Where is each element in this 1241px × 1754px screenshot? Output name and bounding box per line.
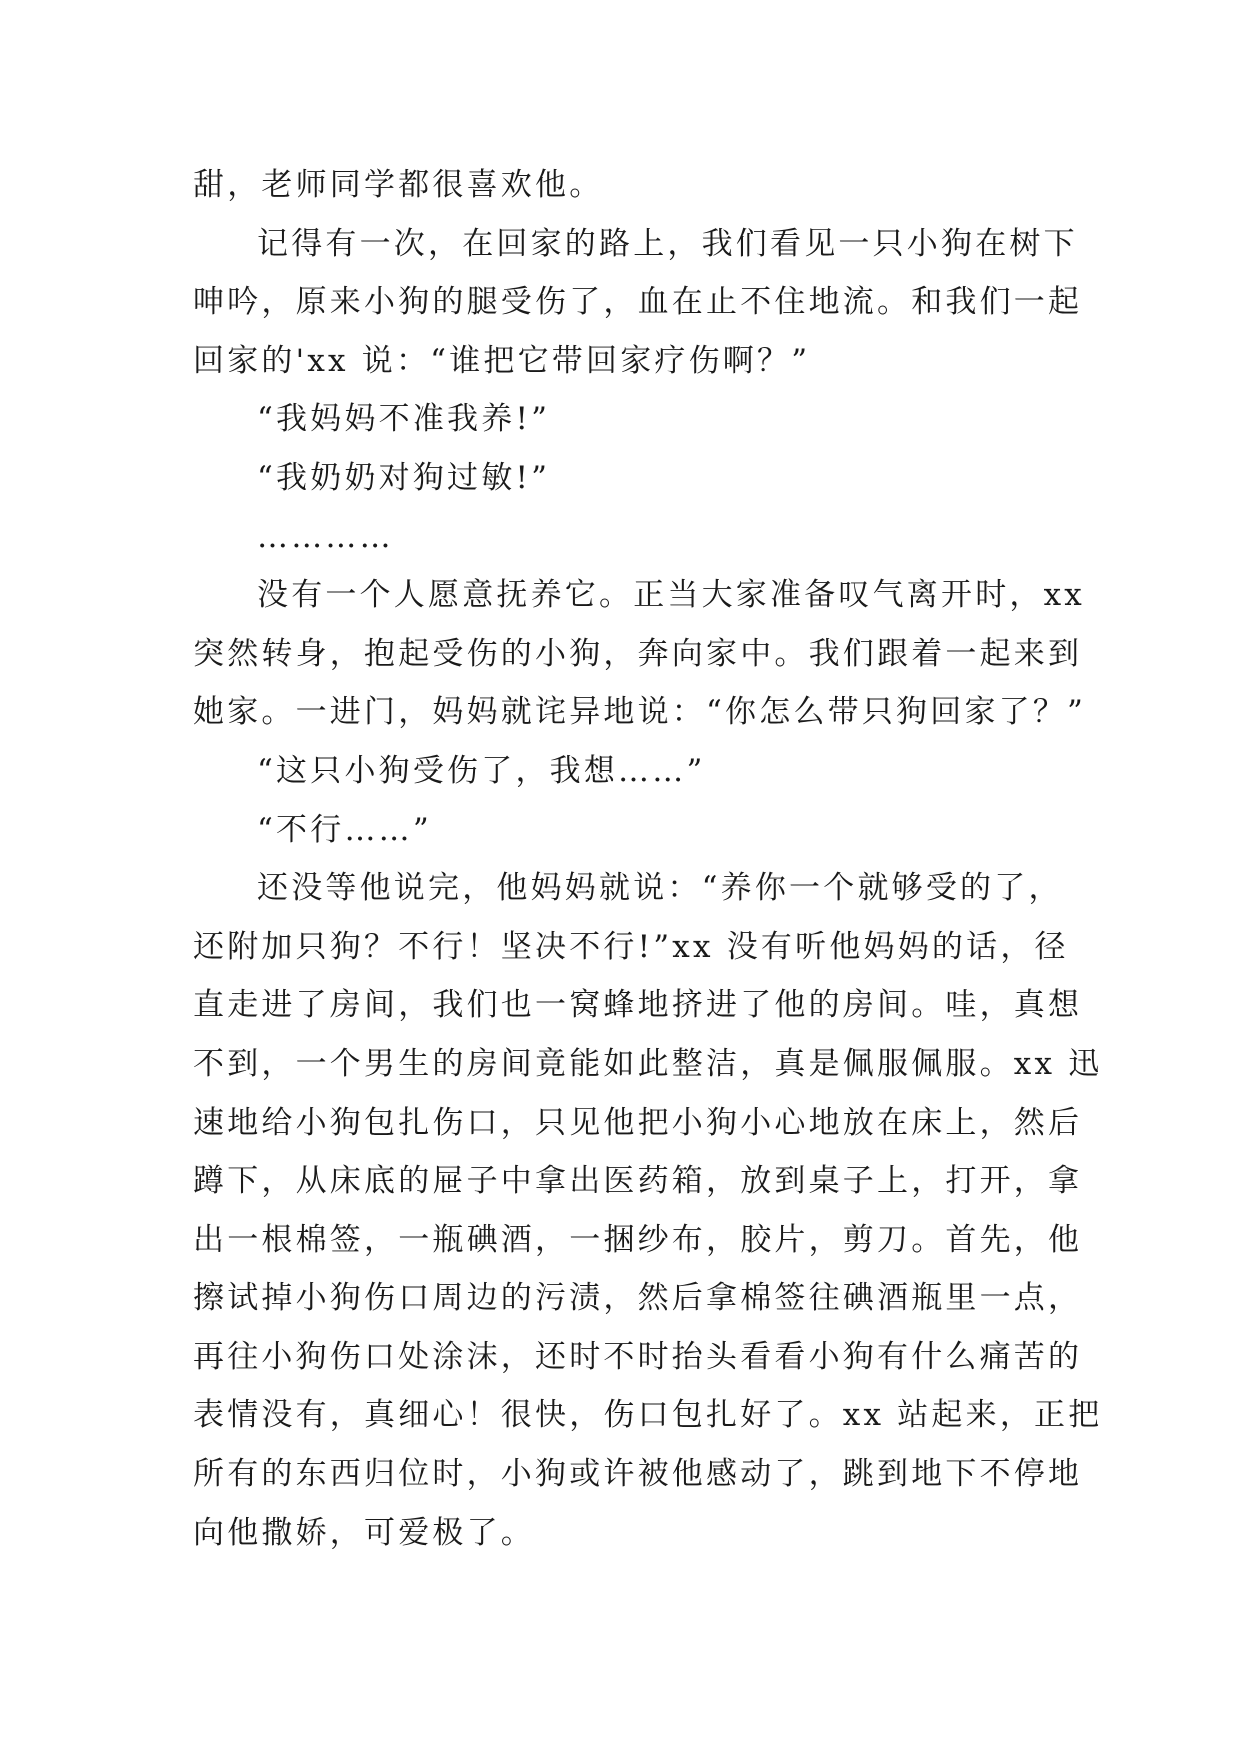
text-line: 甜，老师同学都很喜欢他。: [193, 167, 604, 203]
text-line: 向他撒娇，可爱极了。: [193, 1514, 535, 1551]
text-line: 记得有一次，在回家的路上，我们看见一只小狗在树下: [257, 225, 1078, 262]
text-line: 所有的东西归位时，小狗或许被他感动了，跳到地下不停地: [193, 1456, 1083, 1493]
text-line: 呻吟，原来小狗的腿受伤了，血在止不住地流。和我们一起: [193, 284, 1083, 321]
text-line: “不行……”: [257, 811, 432, 848]
text-line: 没有一个人愿意抚养它。正当大家准备叹气离开时，xx: [257, 577, 1085, 614]
text-line: 擦试掉小狗伤口周边的污渍，然后拿棉签往碘酒瓶里一点，: [193, 1280, 1083, 1317]
text-line: 突然转身，抱起受伤的小狗，奔向家中。我们跟着一起来到: [193, 635, 1083, 672]
body-text: [193, 156, 1103, 1562]
text-line: 直走进了房间，我们也一窝蜂地挤进了他的房间。哇，真想: [193, 987, 1083, 1024]
text-line: 速地给小狗包扎伤口，只见他把小狗小心地放在床上，然后: [193, 1104, 1083, 1141]
text-line: 还没等他说完，他妈妈就说：“养你一个就够受的了，: [257, 870, 1063, 907]
text-line: 蹲下，从床底的屉子中拿出医药箱，放到桌子上，打开，拿: [193, 1163, 1083, 1200]
text-line: 她家。一进门，妈妈就诧异地说：“你怎么带只狗回家了？”: [193, 694, 1087, 731]
text-line: 表情没有，真细心！很快，伤口包扎好了。xx 站起来，正把: [193, 1397, 1103, 1434]
text-line: “我奶奶对狗过敏!”: [257, 459, 551, 496]
text-line: 出一根棉签，一瓶碘酒，一捆纱布，胶片，剪刀。首先，他: [193, 1221, 1083, 1258]
text-line: 回家的'xx 说：“谁把它带回家疗伤啊？”: [193, 342, 811, 379]
text-line: 再往小狗伤口处涂沫，还时不时抬头看看小狗有什么痛苦的: [193, 1338, 1083, 1375]
text-line: “我妈妈不准我养!”: [257, 401, 551, 438]
text-line: 还附加只狗？不行！坚决不行!”xx 没有听他妈妈的话，径: [193, 928, 1069, 965]
text-line: …………: [257, 518, 394, 555]
text-line: “这只小狗受伤了，我想……”: [257, 752, 706, 789]
text-line: 不到，一个男生的房间竟能如此整洁，真是佩服佩服。xx 迅: [193, 1045, 1103, 1082]
